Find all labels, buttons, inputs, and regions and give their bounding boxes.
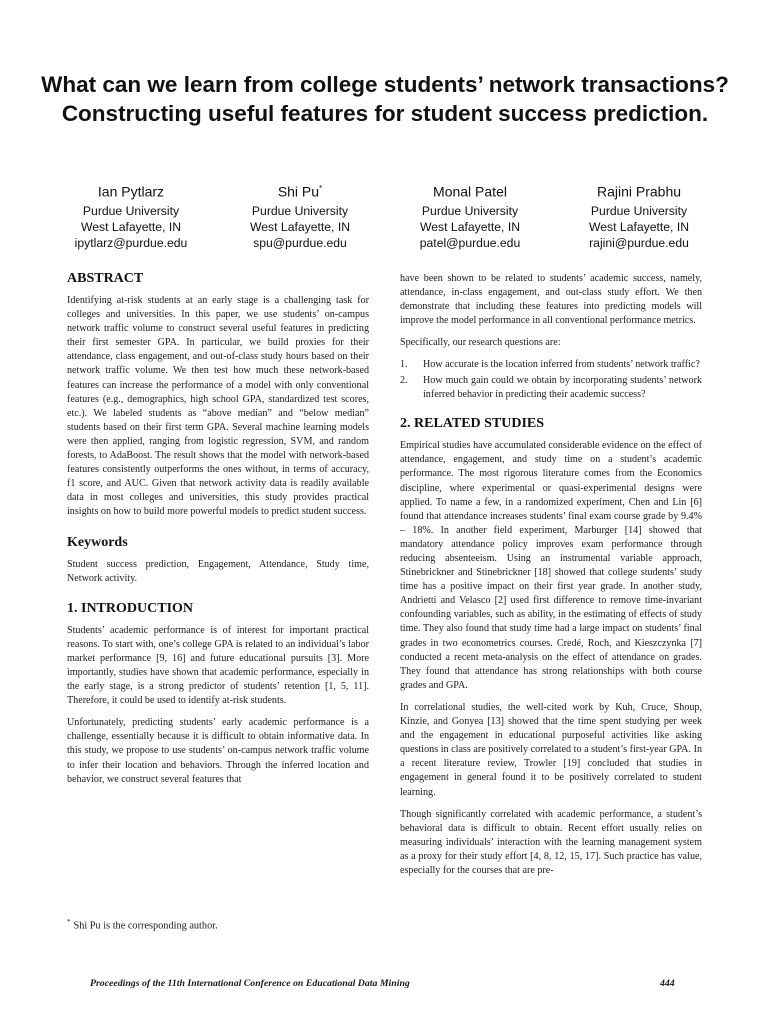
author-location: West Lafayette, IN [80,219,182,234]
abstract-heading: ABSTRACT [67,271,144,286]
author-email: patel@purdue.edu [419,235,521,250]
introduction-continued: have been shown to be related to students’ academic success, namely, attendance, in-class engagement, and out-class study effort. We then demonstrate that including these features into predicting models will improve the model performance in all conventional performance metrics. [400,273,702,327]
keywords-text: Student success prediction, Engagement, Attendance, Study time, Network activity. [67,558,369,584]
related-paragraph: Empirical studies have accumulated considerable evidence on the effect of attendance, engagement, and study time on a student’s academic performance. The most rigorous literature comes from the Economics discipline, where experimental or quasi-experimental designs were applied. To name a few, in a randomized experiment, Chen and Lin [6] found that attendance increases students’ final exam course grade by 9.4% – 18%. In another field experiment, Marburger [14] showed that mandatory attendance policy improves exam performance through reducing absenteeism. Using an instrumental variable approach, Stinebrickner and Stinebrickner [18] showed that college students’ study time has a positive impact on their first year grade. In another study, Andrietti and Velasco [2] used first difference to remove time-invariant confounding variables, such as ability, in the estimating of effects of study time. They also found that study time had a large impact on students’ final grades in two econometrics courses. Credé, Roch, and Kieszczynka [7] conducted a recent meta-analysis on the effect of attendance on grades. They found that attendance has strong relationships with both course grades and GPA. [400,440,702,691]
footnote: * Shi Pu is the corresponding author. [67,918,218,932]
introduction-heading: 1. INTRODUCTION [67,600,194,616]
related-paragraph: Though significantly correlated with academic performance, a student’s behavioral data is difficult to obtain. Recent effort usually relies on measuring individuals’ interaction with the learning management system as a proxy for their study effort [4, 8, 12, 15, 17]. Such practice has value, especially for the courses that are pre- [400,808,702,876]
author-name: Shi Pu* [277,183,323,200]
abstract-text: Identifying at-risk students at an early stage is a challenging task for colleges and universities. In this paper, we use students’ on-campus network traffic volume to construct several useful features in predicting their first semester GPA. In particular, we build proxies for their attendance, class engagement, and out-of-class study hours based on their network traffic volume. We then test how much these network-based features can increase the performance of a model with only conventional features (e.g., demographics, high school GPA, standardized test scores, etc.). We labeled students as “above median” and “below median” students based on their first term GPA. Several machine learning models were then applied, ranging from logistic regression, SVM, and random forests, to AdaBoost. The result shows that the model with network-based features consistently outperforms the ones without, in terms of accuracy, f1 score, and AUC. Given that network activity data is readily available data in most colleges and universities, this study provides practical insights on how to build more powerful models to predict student success. [67,295,369,518]
introduction-paragraph: Students’ academic performance is of interest for important practical reasons. To start with, one’s college GPA is related to an individual’s labor market performance [9, 16] and future educational pursuits [3]. More importantly, studies have shown that academic performance, especially in the early stage, is a strong predictor of students’ retention [1, 5, 11]. Therefore, it could be used to identify at-risk students. [67,624,369,707]
page-number: 444 [660,978,675,989]
author-block [555,180,723,251]
left-column [67,270,369,795]
introduction-paragraph: Unfortunately, predicting students’ early academic performance is a challenge, essentially because it is difficult to obtain informative data. In this study, we propose to use students’ on-campus network traffic volume to infer their location and behaviors. Through the inferred location and behavior, we construct several features that [67,717,369,785]
author-name: Ian Pytlarz [97,183,165,200]
related-studies-heading: 2. RELATED STUDIES [400,416,545,432]
list-item: 2. How much gain could we obtain by incorporating students’ network inferred behavior in predicting their academic success? [400,375,702,400]
author-email: ipytlarz@purdue.edu [74,235,188,250]
list-item: 1. How accurate is the location inferred from students’ network traffic? [400,359,700,371]
author-name: Monal Patel [433,183,507,200]
paper-title: What can we learn from college students’ network transactions? Constructing useful features for student success prediction. [41,72,729,126]
author-affiliation: Purdue University [421,203,519,218]
author-affiliation: Purdue University [251,203,349,218]
author-location: West Lafayette, IN [249,219,351,234]
right-column [400,272,702,886]
author-block [216,180,384,251]
research-questions-list [400,358,702,401]
author-affiliation: Purdue University [590,203,688,218]
author-location: West Lafayette, IN [588,219,690,234]
author-email: rajini@purdue.edu [589,235,689,250]
footer-venue: Proceedings of the 11th International Conference on Educational Data Mining [90,978,410,989]
author-affiliation: Purdue University [82,203,180,218]
corresponding-author-marker: * [319,184,323,193]
author-email: spu@purdue.edu [253,235,347,250]
related-paragraph: In correlational studies, the well-cited work by Kuh, Cruce, Shoup, Kinzie, and Gonyea [13] showed that the time spent studying per week and the engagement in educational purposeful activities like asking questions in class are positively correlated to a student’s first-year GPA. In a recent literature review, Trowler [19] concluded that studies in engagement in general found it to be positively correlated to student learning. [400,701,702,798]
author-location: West Lafayette, IN [419,219,521,234]
author-block [47,180,215,251]
research-questions-intro: Specifically, our research questions are: [400,337,561,349]
author-name: Rajini Prabhu [596,183,682,200]
keywords-heading: Keywords [67,534,128,550]
author-block [386,180,554,251]
